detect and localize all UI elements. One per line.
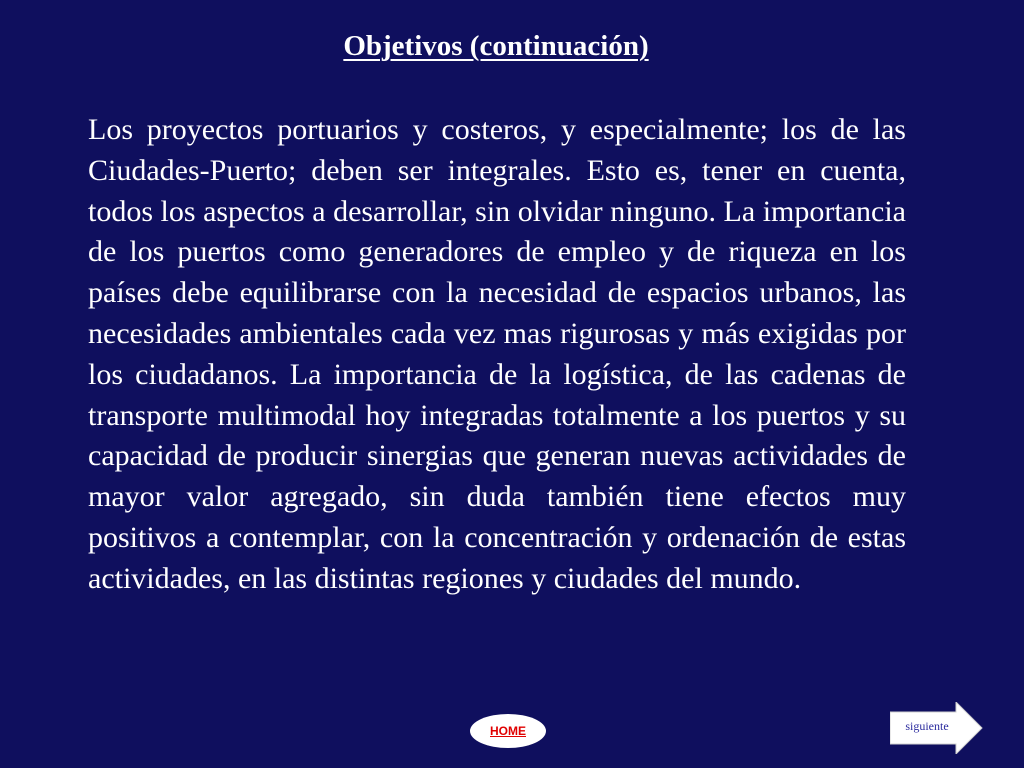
home-button[interactable] (470, 714, 546, 748)
next-button[interactable] (890, 702, 984, 754)
next-button-label: siguiente (905, 719, 949, 733)
slide-title: Objetivos (continuación) (343, 30, 649, 62)
slide-body-text: Los proyectos portuarios y costeros, y especialmente; los de las Ciudades-Puerto; deben ser integrales. Esto es, tener en cuenta, todos los aspectos a desarrollar, sin olvidar ninguno. La importancia de los puertos como generadores de empleo y de riqueza en los países debe equilibrarse con la necesidad de espacios urbanos, las necesidades ambientales cada vez mas rigurosas y más exigidas por los ciudadanos. La importancia de la logística, de las cadenas de transporte multimodal hoy integradas totalmente a los puertos y su capacidad de producir sinergias que generan nuevas actividades de mayor valor agregado, sin duda también tiene efectos muy positivos a contemplar, con la concentración y ordenación de estas actividades, en las distintas regiones y ciudades del mundo. (88, 113, 906, 595)
home-button-label: HOME (490, 724, 526, 738)
